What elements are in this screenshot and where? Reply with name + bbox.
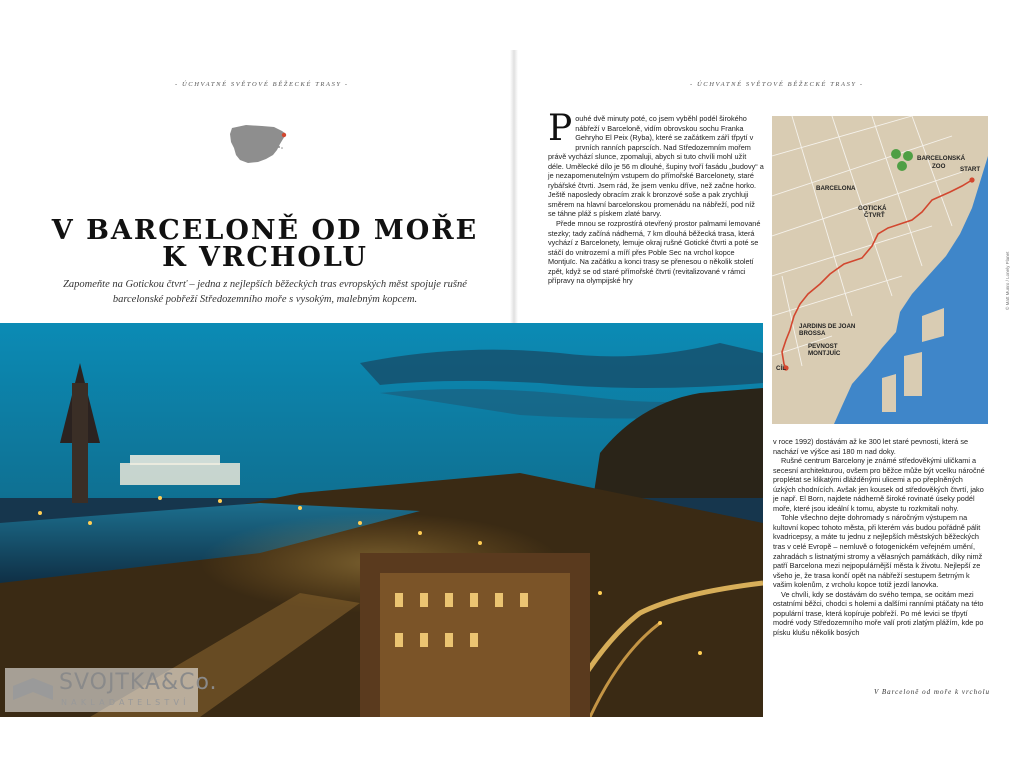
text-column-a [548, 108, 764, 286]
running-head-left: - ÚCHVATNÉ SVĚTOVÉ BĚŽECKÉ TRASY - [175, 81, 349, 88]
running-head-right: - ÚCHVATNÉ SVĚTOVÉ BĚŽECKÉ TRASY - [690, 81, 864, 88]
photo-credit: © Matt Munro / Lonely Planet [1005, 251, 1010, 310]
publisher-logo [5, 668, 218, 712]
map-label-gotic: GOTICKÁ [858, 205, 887, 212]
map-label-gotic2: ČTVRŤ [864, 212, 885, 219]
start-marker [969, 177, 974, 182]
logo-subtitle: NAKLADATELSTVÍ [61, 698, 190, 707]
map-label-jardins: JARDINS DE JOAN [799, 323, 856, 330]
map-label-zoo2: ZOO [932, 163, 946, 170]
article-title-line2: K VRCHOLU [162, 242, 368, 273]
spain-locator-map [228, 122, 292, 166]
paragraph: Přede mnou se rozprostírá otevřený prostor palmami lemované stezky; tady začíná nádherná, 7 km dlouhá běžecká trasa, která vychází z Barcelonety, lemuje okraj rušné Gotické čtvrti a poté se stáčí do vnitrozemí a míří přes Poble Sec na vrchol kopce Montjuïc. Na začátku a konci trasy se přenesou o několik století zpět, když se od staré přímořské čtvrti (revitalizované v rámci přípravy na olympijské hry [548, 219, 761, 286]
article-title-line1: V BARCELONĚ OD MOŘE [51, 215, 479, 246]
paragraph: Ve chvíli, kdy se dostávám do svého tempa, se ocitám mezi ostatními běžci, chodci s holemi a dalšími ranními ptáčaty na této populární trase, která kopíruje pobřeží. Po mé levici se třpytí modré vody Středozemního moře valí proti zlatým plážím, kde po písku klušu několik bosých [773, 589, 984, 637]
route-map [772, 116, 988, 424]
barcelona-night-photo [0, 323, 763, 717]
map-label-zoo: BARCELONSKÁ [917, 155, 966, 162]
article-subtitle: Zapomeňte na Gotickou čtvrť – jedna z nejlepších běžeckých tras evropských měst spojuje rušné barcelonské pobřeží Středozemního moře s vysokým, malebným kopcem. [63, 279, 467, 305]
map-label-jardins2: BROSSA [799, 330, 826, 337]
paragraph: v roce 1992) dostávám až ke 300 let staré pevnosti, která se nachází ve výšce asi 180 m nad doky. [773, 437, 969, 456]
paragraph: Rušné centrum Barcelony je známé středověkými uličkami a secesní architekturou, ovšem pro běžce může být vcelku náročné proplétat se klikatými dlážděnými ulicemi a po přeplněných úzkých chodnících. Avšak jen kousek od středověkých čtvrtí, jako je např. El Born, najdete nádherně široké rovinaté úseky podél moře, které jsou ideální k tomu, abyste tu rozkmitali nohy. [773, 456, 985, 513]
map-label-barcelona: BARCELONA [816, 185, 856, 192]
text-column-b [773, 437, 987, 637]
drop-cap: P [548, 108, 573, 149]
paragraph: ouhé dvě minuty poté, co jsem vyběhl podél širokého nábřeží v Barceloně, vidím obrovskou sochu Franka Gehryho El Peix (Ryba), které se začátkem září třpytí v prvních ranních paprscích. Nad Středozemním mořem právě vychází slunce, zpomaluji, abych si tuto chvíli mohl užít déle. Umělecké dílo je 56 m dlouhé, šupiny tvoří fasádu „budovy“ a je nezapomenutelným vstupem do přímořské Barcelonety, staré rybářské čtvrti. Jsem rád, že jsem venku dříve, než začne horko. Ještě naposledy obracím zrak k bronzové soše a pak zrychluji směrem na hlavní barcelonskou promenádu na nábřeží, pod níž se táhne pláž s pískem zlaté barvy. [548, 114, 764, 219]
logo-book-icon [11, 676, 55, 704]
paragraph: Tohle všechno dejte dohromady s náročným výstupem na kultovní kopec tohoto města, při kterém vás budou pořádně pálit kvadricepsy, a máte tu jednu z nejlepších městských běžeckých tras v celé Evropě – nemluvě o fotogenickém veřejném umění, zahradách s listnatými stromy a vělasných památkách, díky nimž patří Barcelona mezi nejpopulárnější města k životu. Nejlepší ze všeho je, že trasa končí opět na nábřeží sestupem šetrným k vašim kolenům, z vrcholu kopce totiž jezdí lanovka. [773, 513, 983, 590]
logo-wordmark: SVOJTKA&Co. [59, 670, 218, 695]
map-label-pevnost2: MONTJUÏC [808, 350, 841, 357]
page-footer: V Barceloně od moře k vrcholu [874, 688, 991, 696]
map-label-pevnost: PEVNOST [808, 343, 838, 350]
map-label-start: START [960, 166, 981, 173]
map-label-cil: CÍL [776, 365, 786, 372]
